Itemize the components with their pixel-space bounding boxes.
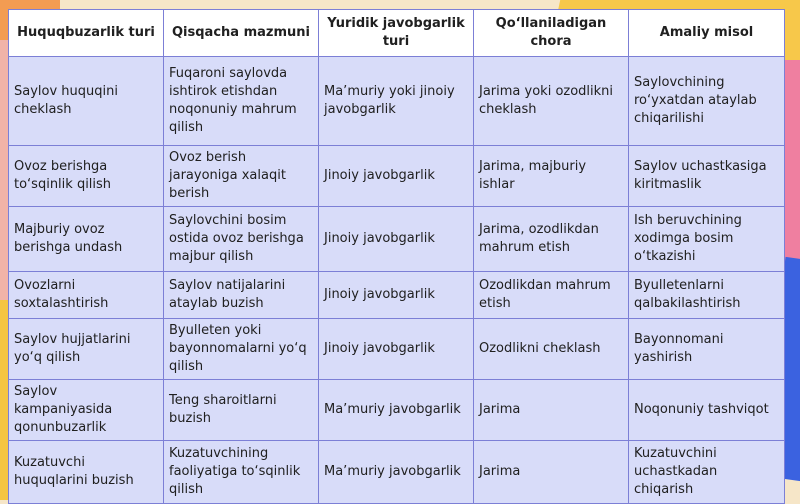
- table-cell: Saylov natijalarini ataylab buzish: [164, 272, 319, 319]
- table-cell: Jinoiy javobgarlik: [319, 272, 474, 319]
- table-cell: Jinoiy javobgarlik: [319, 207, 474, 272]
- table-cell: Ma’muriy javobgarlik: [319, 441, 474, 504]
- table-cell: Jarima, majburiy ishlar: [474, 146, 629, 207]
- table-cell: Ma’muriy yoki jinoiy javobgarlik: [319, 57, 474, 146]
- column-header: Amaliy misol: [629, 10, 785, 57]
- table-cell: Ish beruvchining xodimga bosim o‘tkazishi: [629, 207, 785, 272]
- table-cell: Saylov hujjatlarini yo‘q qilish: [9, 319, 164, 380]
- table-cell: Kuzatuvchining faoliyatiga to‘sqinlik qilish: [164, 441, 319, 504]
- column-header: Huquqbuzarlik turi: [9, 10, 164, 57]
- table-cell: Jarima, ozodlikdan mahrum etish: [474, 207, 629, 272]
- table-cell: Ovozlarni soxtalashtirish: [9, 272, 164, 319]
- table-cell: Jarima yoki ozodlikni cheklash: [474, 57, 629, 146]
- table-cell: Majburiy ovoz berishga undash: [9, 207, 164, 272]
- table-row: [9, 380, 785, 441]
- table-cell: Byulleten yoki bayonnomalarni yo‘q qilish: [164, 319, 319, 380]
- table-cell: Kuzatuvchi huquqlarini buzish: [9, 441, 164, 504]
- table-cell: Jinoiy javobgarlik: [319, 146, 474, 207]
- table-row: [9, 57, 785, 146]
- table-cell: Bayonnomani yashirish: [629, 319, 785, 380]
- table-row: [9, 146, 785, 207]
- table-cell: Ovoz berish jarayoniga xalaqit berish: [164, 146, 319, 207]
- column-header: Qo‘llaniladigan chora: [474, 10, 629, 57]
- column-header: Yuridik javobgarlik turi: [319, 10, 474, 57]
- column-header: Qisqacha mazmuni: [164, 10, 319, 57]
- table-cell: Ovoz berishga to‘sqinlik qilish: [9, 146, 164, 207]
- table-cell: Saylovchining ro‘yxatdan ataylab chiqarilishi: [629, 57, 785, 146]
- table-cell: Jarima: [474, 380, 629, 441]
- table-row: [9, 441, 785, 504]
- table-cell: Jarima: [474, 441, 629, 504]
- table-cell: Fuqaroni saylovda ishtirok etishdan noqonuniy mahrum qilish: [164, 57, 319, 146]
- table-cell: Saylov kampaniyasida qonunbuzarlik: [9, 380, 164, 441]
- table-cell: Saylovchini bosim ostida ovoz berishga majbur qilish: [164, 207, 319, 272]
- table-row: [9, 319, 785, 380]
- table-cell: Jinoiy javobgarlik: [319, 319, 474, 380]
- table-row: [9, 272, 785, 319]
- table-cell: Noqonuniy tashviqot: [629, 380, 785, 441]
- table-row: [9, 207, 785, 272]
- table-cell: Ozodlikni cheklash: [474, 319, 629, 380]
- table-header-row: [9, 10, 785, 57]
- table-cell: Byulletenlarni qalbakilashtirish: [629, 272, 785, 319]
- violations-table: [8, 9, 785, 504]
- table-cell: Kuzatuvchini uchastkadan chiqarish: [629, 441, 785, 504]
- table-cell: Teng sharoitlarni buzish: [164, 380, 319, 441]
- table-cell: Saylov huquqini cheklash: [9, 57, 164, 146]
- table-cell: Ozodlikdan mahrum etish: [474, 272, 629, 319]
- table-cell: Ma’muriy javobgarlik: [319, 380, 474, 441]
- table-cell: Saylov uchastkasiga kiritmaslik: [629, 146, 785, 207]
